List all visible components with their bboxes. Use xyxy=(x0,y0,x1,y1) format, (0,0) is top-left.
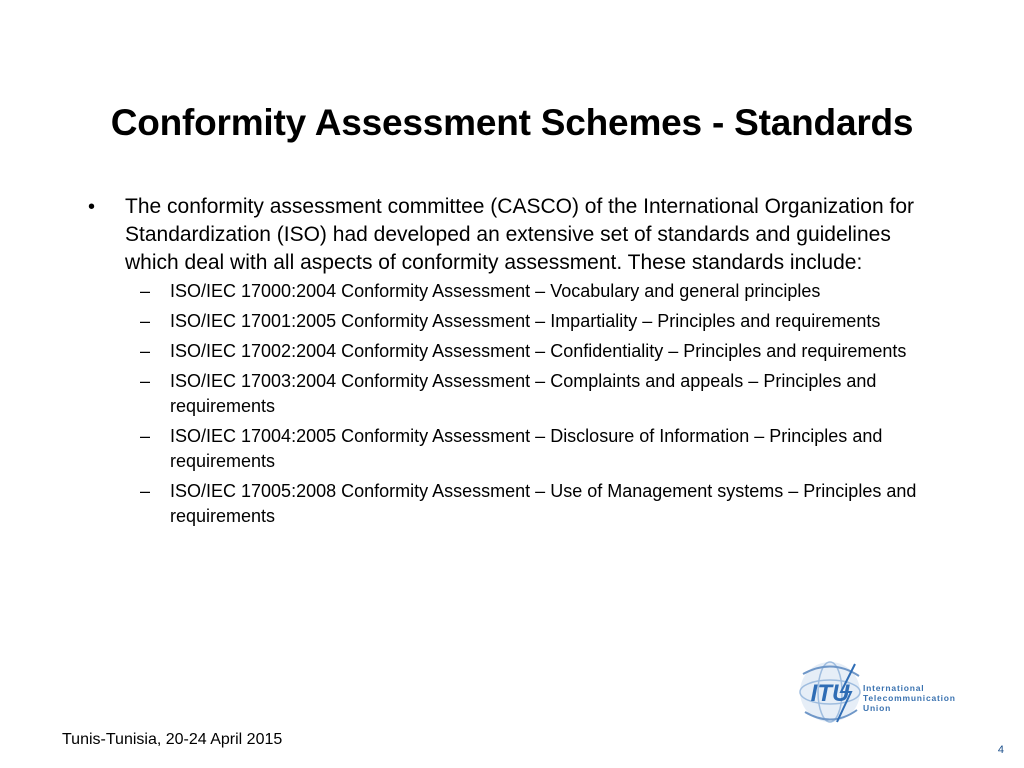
itu-logo xyxy=(797,656,987,730)
standard-text: ISO/IEC 17000:2004 Conformity Assessment – Vocabulary and general principles xyxy=(170,281,821,301)
standard-text: ISO/IEC 17001:2005 Conformity Assessment – Impartiality – Principles and requirements xyxy=(170,311,881,331)
standards-list xyxy=(140,279,948,529)
itu-acronym: ITU xyxy=(810,680,850,707)
list-item xyxy=(140,479,948,529)
itu-name xyxy=(863,683,956,713)
standard-text: ISO/IEC 17003:2004 Conformity Assessment – Complaints and appeals – Principles and requirements xyxy=(170,371,877,416)
itu-name-line: Telecommunication xyxy=(863,693,956,703)
dash-marker: – xyxy=(140,341,151,361)
dash-marker: – xyxy=(140,311,151,331)
list-item xyxy=(140,309,948,334)
slide-content xyxy=(88,193,948,534)
standard-text: ISO/IEC 17002:2004 Conformity Assessment – Confidentiality – Principles and requirements xyxy=(170,341,907,361)
itu-name-line: Union xyxy=(863,703,892,713)
dash-marker: – xyxy=(140,281,151,301)
list-item xyxy=(140,339,948,364)
standard-text: ISO/IEC 17004:2005 Conformity Assessment – Disclosure of Information – Principles and requirements xyxy=(170,426,883,471)
dash-marker: – xyxy=(140,426,151,446)
footer-location-date: Tunis-Tunisia, 20-24 April 2015 xyxy=(62,731,283,748)
main-bullet xyxy=(88,193,948,277)
list-item xyxy=(140,424,948,474)
intro-paragraph: The conformity assessment committee (CASCO) of the International Organization for Standardization (ISO) had developed an extensive set of standards and guidelines which deal with all aspects of conformity assessment. These standards include: xyxy=(125,195,914,274)
list-item xyxy=(140,279,948,304)
dash-marker: – xyxy=(140,371,151,391)
standard-text: ISO/IEC 17005:2008 Conformity Assessment – Use of Management systems – Principles and requirements xyxy=(170,481,917,526)
dash-marker: – xyxy=(140,481,151,501)
slide-title: Conformity Assessment Schemes - Standards xyxy=(110,102,914,143)
list-item xyxy=(140,369,948,419)
itu-name-line: International xyxy=(863,683,925,693)
page-number: 4 xyxy=(997,744,1004,756)
itu-globe-icon xyxy=(797,656,867,730)
bullet-marker: • xyxy=(88,196,96,218)
